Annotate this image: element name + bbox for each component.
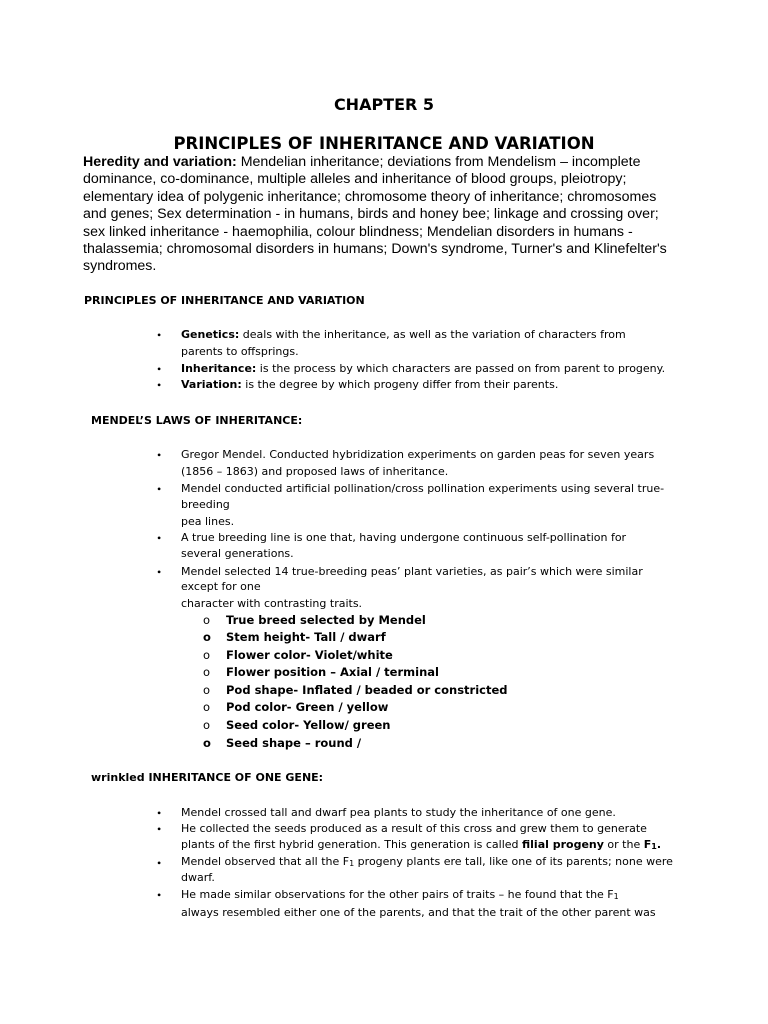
bullet-icon: • <box>157 482 162 496</box>
intro-lead: Heredity and variation: <box>83 154 237 170</box>
list-item-text: Mendel selected 14 true-breeding peas’ plant varieties, as pair’s which were similar <box>181 565 643 578</box>
list-item-text <box>181 853 673 872</box>
text-run: . <box>656 838 661 851</box>
sub-bullet-marker: o <box>203 700 211 714</box>
sub-bullet-marker: o <box>203 736 211 750</box>
trait-item: Stem height- Tall / dwarf <box>226 630 386 644</box>
bullet-icon: • <box>157 856 162 870</box>
trait-item: True breed selected by Mendel <box>226 613 426 627</box>
text-run: progeny plants ere tall, like one of its parents; none were <box>354 855 673 868</box>
bullet-icon: • <box>157 328 162 342</box>
list-item-text <box>181 886 619 905</box>
chapter-title: PRINCIPLES OF INHERITANCE AND VARIATION <box>173 134 595 153</box>
inheritance-definition: is the process by which characters are passed on from parent to progeny. <box>256 362 666 375</box>
term-f1 <box>644 838 661 851</box>
list-item-continuation: parents to offsprings. <box>181 345 299 358</box>
text-run: plants of the first hybrid generation. This generation is called <box>181 838 522 851</box>
term-filial-progeny: filial progeny <box>522 838 604 851</box>
intro-text: Mendelian inheritance; deviations from Mendelism – incomplete dominance, co-dominance, multiple alleles and inheritance of blood groups, pleiotropy; elementary idea of polygenic inheritance; chromosome theory of inheritance; chromosomes and genes; Sex determination - in humans, birds and honey bee; linkage and crossing over; sex linked inheritance - haemophilia, colour blindness; Mendelian disorders in humans - thalassemia; chromosomal disorders in humans; Down's syndrome, Turner's and Klinefelter's syndromes. <box>83 154 667 275</box>
chapter-number: CHAPTER 5 <box>333 95 435 114</box>
trait-item: Seed color- Yellow/ green <box>226 718 391 732</box>
trait-item: Pod shape- Inflated / beaded or constricted <box>226 683 508 697</box>
trait-item: Flower color- Violet/white <box>226 648 393 662</box>
bullet-icon: • <box>157 531 162 545</box>
term-genetics: Genetics: <box>181 328 240 341</box>
list-item-text: A true breeding line is one that, having undergone continuous self-pollination for <box>181 531 627 544</box>
bullet-icon: • <box>157 565 162 579</box>
list-item-continuation: (1856 – 1863) and proposed laws of inheritance. <box>181 465 449 478</box>
genetics-definition: deals with the inheritance, as well as the variation of characters from <box>239 328 626 341</box>
list-item-continuation: several generations. <box>181 547 294 560</box>
sub-bullet-marker: o <box>203 630 211 644</box>
subscript: 1 <box>651 842 657 851</box>
sub-bullet-marker: o <box>203 683 211 697</box>
list-item-continuation: except for one <box>181 580 261 593</box>
syllabus-intro <box>83 154 683 276</box>
subscript: 1 <box>349 859 355 868</box>
variation-definition: is the degree by which progeny differ from their parents. <box>241 378 559 391</box>
list-item-text: Mendel crossed tall and dwarf pea plants to study the inheritance of one gene. <box>181 806 616 819</box>
bullet-icon: • <box>157 448 162 462</box>
term-inheritance: Inheritance: <box>181 362 257 375</box>
text-run: or the <box>603 838 644 851</box>
text-run: F <box>643 838 652 851</box>
list-item-continuation: pea lines. <box>181 515 235 528</box>
list-item-continuation: dwarf. <box>181 871 215 884</box>
trait-item: Pod color- Green / yellow <box>226 700 389 714</box>
list-item-genetics <box>181 326 626 343</box>
list-item-continuation: breeding <box>181 498 230 511</box>
bullet-icon: • <box>157 806 162 820</box>
list-item-text: He collected the seeds produced as a result of this cross and grew them to generate <box>181 822 647 835</box>
list-item-continuation: always resembled either one of the parents, and that the trait of the other parent was <box>181 906 656 919</box>
bullet-icon: • <box>157 822 162 836</box>
term-variation: Variation: <box>181 378 242 391</box>
bullet-icon: • <box>157 378 162 392</box>
subscript: 1 <box>613 892 619 901</box>
sub-bullet-marker: o <box>203 648 211 662</box>
bullet-icon: • <box>157 362 162 376</box>
bullet-icon: • <box>157 888 162 902</box>
section-heading-mendels-laws: MENDEL’S LAWS OF INHERITANCE: <box>91 414 303 427</box>
list-item-variation <box>181 376 558 393</box>
sub-bullet-marker: o <box>203 665 211 679</box>
list-item-text: Mendel conducted artificial pollination/cross pollination experiments using several true- <box>181 482 665 495</box>
text-run: He made similar observations for the other pairs of traits – he found that the F <box>181 888 614 901</box>
text-run: Mendel observed that all the F <box>181 855 350 868</box>
sub-bullet-marker: o <box>203 718 211 732</box>
section-heading-one-gene: wrinkled INHERITANCE OF ONE GENE: <box>91 771 324 784</box>
trait-item: Flower position – Axial / terminal <box>226 665 439 679</box>
list-item-text: Gregor Mendel. Conducted hybridization experiments on garden peas for seven years <box>181 448 655 461</box>
list-item-continuation: character with contrasting traits. <box>181 597 363 610</box>
trait-item: Seed shape – round / <box>226 736 362 750</box>
list-item-inheritance <box>181 360 665 377</box>
sub-bullet-marker: o <box>203 613 211 627</box>
section-heading-principles: PRINCIPLES OF INHERITANCE AND VARIATION <box>84 294 365 307</box>
